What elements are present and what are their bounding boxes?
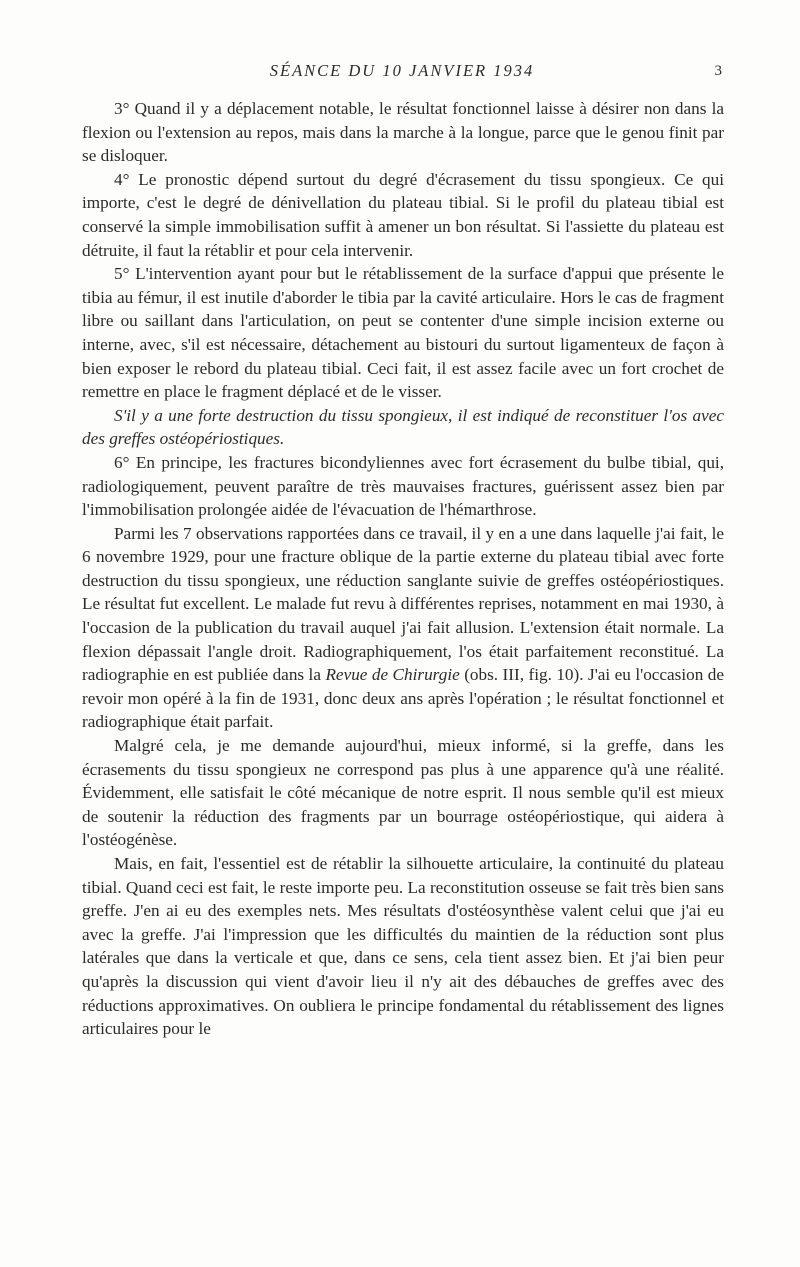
- page-number: 3: [714, 63, 722, 79]
- paragraph-point-6: 6° En principe, les fractures bicondyliennes avec fort écrasement du bulbe tibial, qui, radiologiquement, peuvent paraître de très mauvaises fractures, guérissent assez bien par l'immobilisation prolongée aidée de l'évacuation de l'hémarthrose.: [82, 452, 724, 520]
- page-header: [82, 58, 722, 84]
- paragraph-observations: [82, 522, 724, 734]
- paragraph-point-3: 3° Quand il y a déplacement notable, le résultat fonctionnel laisse à désirer non dans la flexion ou l'extension au repos, mais dans la marche à la longue, parce que le genou finit par se disloquer.: [82, 99, 724, 166]
- observations-text-continued: (obs. III, fig. 10). J'ai eu l'occasion de revoir mon opéré à la fin de 1931, donc deux ans après l'opération ; le résultat fonctionnel et radiographique était parfait.: [82, 665, 725, 732]
- paragraph-essential: Mais, en fait, l'essentiel est de rétablir la silhouette articulaire, la continuité du plateau tibial. Quand ceci est fait, le reste importe peu. La reconstitution osseuse se fait très bien sans greffe. J'en ai eu des exemples nets. Mes résultats d'ostéosynthèse valent celui que j'ai eu avec la greffe. J'ai l'impression que les difficultés du maintien de la réduction sont plus latérales que dans la verticale et que, dans ce sens, cela tient assez bien. Et j'ai bien peur qu'après la discussion qui vient d'avoir lieu il n'y ait des débauches de greffes avec des réductions approximatives. On oubliera le principe fondamental du rétablissement des lignes articulaires pour le: [82, 854, 724, 1039]
- paragraph-point-4: 4° Le pronostic dépend surtout du degré d'écrasement du tissu spongieux. Ce qui importe, c'est le degré de dénivellation du plateau tibial. Si le profil du plateau tibial est conservé la simple immobilisation suffit à amener un bon résultat. Si l'assiette du plateau est détruite, il faut la rétablir et pour cela intervenir.: [82, 169, 724, 260]
- journal-title: Revue de Chirurgie: [325, 665, 460, 685]
- paragraph-graft-doubt: Malgré cela, je me demande aujourd'hui, mieux informé, si la greffe, dans les écrasements du tissu spongieux ne correspond pas plus à une apparence qu'à une réalité. Évidemment, elle satisfait le côté mécanique de notre esprit. Il nous semble qu'il est mieux de soutenir la réduction des fragments par un bourrage ostéopériostique, qui aidera à l'ostéogénèse.: [82, 736, 724, 850]
- observations-text: Parmi les 7 observations rapportées dans ce travail, il y en a une dans laquelle j'ai fait, le 6 novembre 1929, pour une fracture oblique de la partie externe du plateau tibial avec forte destruction du tissu spongieux, une réduction sanglante suivie de greffes ostéopériostiques. Le résultat fut excellent. Le malade fut revu à différentes reprises, notamment en mai 1930, à l'occasion de la publication du travail auquel j'ai fait allusion. L'extension était normale. La flexion dépassait l'angle droit. Radiographiquement, l'os était parfaitement reconstitué. La radiographie en est publiée dans la: [82, 523, 724, 685]
- running-title: SÉANCE DU 10 JANVIER 1934: [269, 61, 535, 80]
- paragraph-point-5: 5° L'intervention ayant pour but le rétablissement de la surface d'appui que présente le tibia au fémur, il est inutile d'aborder le tibia par la cavité articulaire. Hors le cas de fragment libre ou saillant dans l'articulation, on peut se contenter d'une simple incision externe ou interne, avec, s'il est nécessaire, détachement au bistouri du surtout ligamenteux de façon à bien exposer le rebord du plateau tibial. Ceci fait, il est assez facile avec un fort crochet de remettre en place le fragment déplacé et de le visser.: [82, 264, 724, 402]
- paragraph-italic-note: S'il y a une forte destruction du tissu spongieux, il est indiqué de reconstituer l'os avec des greffes ostéopériostiques.: [82, 405, 724, 449]
- body-text: [82, 97, 724, 1041]
